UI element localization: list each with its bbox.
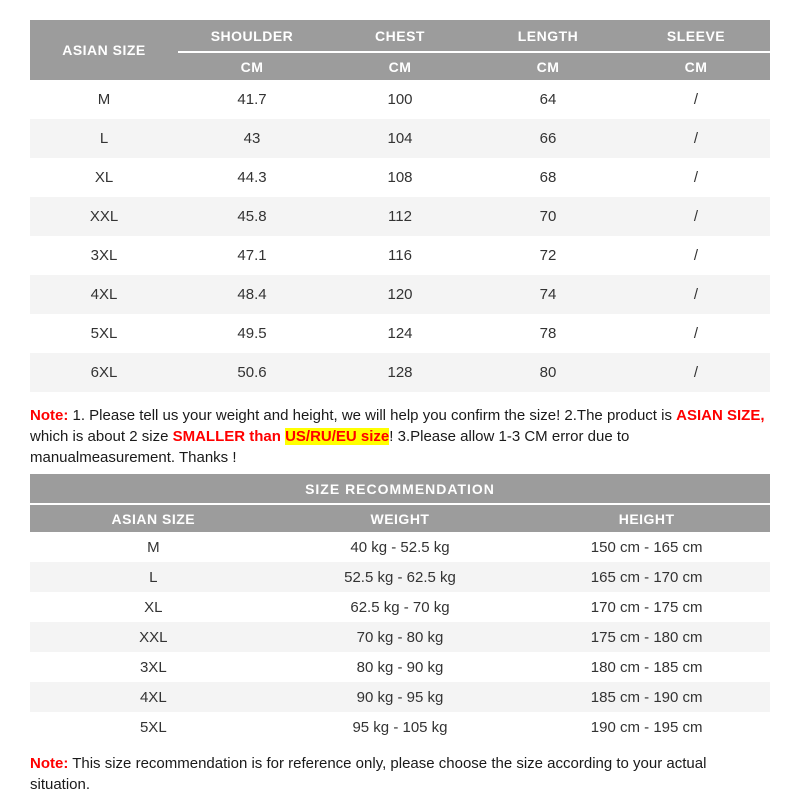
cell-shoulder: 41.7 xyxy=(237,91,267,108)
size-table-header-row-labels xyxy=(30,20,770,52)
size-recommendation-table xyxy=(30,474,770,742)
cell-size: 4XL xyxy=(139,688,167,706)
cell-length: 70 xyxy=(539,208,557,225)
cell-height: 175 cm - 180 cm xyxy=(590,628,703,646)
table-row xyxy=(30,353,770,392)
cell-shoulder: 43 xyxy=(243,130,261,147)
cell-size: XXL xyxy=(139,628,168,646)
note-disclaimer xyxy=(30,753,770,795)
column-header-sleeve: SLEEVE xyxy=(622,20,770,52)
cell-height: 165 cm - 170 cm xyxy=(590,568,703,586)
column-header-chest: CHEST xyxy=(326,20,474,52)
cell-size: 3XL xyxy=(90,247,118,264)
column-header-length: LENGTH xyxy=(474,20,622,52)
recommendation-title: SIZE RECOMMENDATION xyxy=(30,474,770,504)
cell-height: 190 cm - 195 cm xyxy=(590,718,703,736)
note-label: Note: xyxy=(30,755,69,772)
cell-weight: 95 kg - 105 kg xyxy=(352,718,448,736)
cell-sleeve: / xyxy=(693,364,699,381)
note-measurement xyxy=(30,405,770,468)
unit-header-length: CM xyxy=(474,52,622,80)
cell-length: 64 xyxy=(539,91,557,108)
size-table xyxy=(30,20,770,392)
cell-sleeve: / xyxy=(693,130,699,147)
table-row xyxy=(30,197,770,236)
cell-weight: 80 kg - 90 kg xyxy=(356,658,444,676)
table-row xyxy=(30,622,770,652)
cell-length: 74 xyxy=(539,286,557,303)
recommendation-columns-row xyxy=(30,504,770,532)
cell-length: 72 xyxy=(539,247,557,264)
table-row xyxy=(30,562,770,592)
cell-size: 3XL xyxy=(139,658,167,676)
note-text: This size recommendation is for reference only, please choose the size according to your actual situation. xyxy=(30,755,707,793)
cell-chest: 112 xyxy=(388,208,412,225)
cell-chest: 108 xyxy=(387,169,413,186)
table-row xyxy=(30,275,770,314)
size-table-body xyxy=(30,80,770,392)
cell-chest: 120 xyxy=(387,286,413,303)
cell-shoulder: 45.8 xyxy=(237,208,267,225)
cell-size: 4XL xyxy=(90,286,118,303)
cell-weight: 90 kg - 95 kg xyxy=(356,688,444,706)
table-row xyxy=(30,314,770,353)
column-header-height: HEIGHT xyxy=(523,504,770,532)
recommendation-body xyxy=(30,532,770,742)
cell-shoulder: 50.6 xyxy=(237,364,267,381)
column-header-shoulder: SHOULDER xyxy=(178,20,326,52)
table-row xyxy=(30,712,770,742)
note-text: ! 3.Please allow 1-3 CM error due to manualmeasurement. Thanks ! xyxy=(30,428,630,466)
cell-size: XXL xyxy=(89,208,119,225)
note-asian-size-accent: ASIAN SIZE, xyxy=(676,407,765,424)
table-row xyxy=(30,652,770,682)
recommendation-title-row xyxy=(30,474,770,504)
size-table-header xyxy=(30,20,770,80)
cell-weight: 40 kg - 52.5 kg xyxy=(350,538,450,556)
cell-chest: 128 xyxy=(387,364,413,381)
cell-chest: 104 xyxy=(387,130,413,147)
cell-shoulder: 49.5 xyxy=(237,325,267,342)
cell-height: 180 cm - 185 cm xyxy=(590,658,703,676)
column-header-asian-size: ASIAN SIZE xyxy=(30,20,178,80)
table-row xyxy=(30,532,770,562)
cell-size: XL xyxy=(144,598,163,616)
cell-sleeve: / xyxy=(693,247,699,264)
table-row xyxy=(30,119,770,158)
cell-chest: 100 xyxy=(387,91,413,108)
cell-chest: 116 xyxy=(388,247,412,264)
cell-height: 150 cm - 165 cm xyxy=(590,538,703,556)
cell-sleeve: / xyxy=(693,169,699,186)
table-row xyxy=(30,592,770,622)
cell-weight: 70 kg - 80 kg xyxy=(356,628,444,646)
note-text: 1. Please tell us your weight and height, we will help you confirm the size! 2.The product is xyxy=(68,407,677,424)
cell-length: 78 xyxy=(539,325,557,342)
cell-length: 68 xyxy=(539,169,557,186)
cell-size: XL xyxy=(94,169,114,186)
cell-size: 5XL xyxy=(139,718,167,736)
cell-size: L xyxy=(149,568,158,586)
table-row xyxy=(30,236,770,275)
note-smaller-accent: SMALLER than xyxy=(172,428,281,445)
cell-size: M xyxy=(97,91,111,108)
note-label: Note: xyxy=(30,407,69,424)
table-row xyxy=(30,682,770,712)
unit-header-sleeve: CM xyxy=(622,52,770,80)
table-row xyxy=(30,80,770,119)
cell-shoulder: 48.4 xyxy=(237,286,267,303)
cell-size: L xyxy=(99,130,109,147)
column-header-weight: WEIGHT xyxy=(277,504,524,532)
unit-header-shoulder: CM xyxy=(178,52,326,80)
cell-shoulder: 44.3 xyxy=(237,169,267,186)
cell-size: M xyxy=(147,538,160,556)
cell-sleeve: / xyxy=(693,91,699,108)
cell-sleeve: / xyxy=(693,325,699,342)
cell-height: 185 cm - 190 cm xyxy=(590,688,703,706)
table-row xyxy=(30,158,770,197)
cell-weight: 62.5 kg - 70 kg xyxy=(350,598,450,616)
note-region-highlight: US/RU/EU size xyxy=(285,428,390,445)
cell-length: 80 xyxy=(539,364,557,381)
cell-chest: 124 xyxy=(387,325,413,342)
cell-weight: 52.5 kg - 62.5 kg xyxy=(344,568,456,586)
cell-size: 5XL xyxy=(90,325,118,342)
cell-length: 66 xyxy=(539,130,557,147)
unit-header-chest: CM xyxy=(326,52,474,80)
recommendation-header xyxy=(30,474,770,532)
note-text: which is about 2 size xyxy=(30,428,173,445)
cell-size: 6XL xyxy=(90,364,118,381)
cell-height: 170 cm - 175 cm xyxy=(590,598,703,616)
column-header-asian-size: ASIAN SIZE xyxy=(30,504,277,532)
cell-shoulder: 47.1 xyxy=(237,247,267,264)
cell-sleeve: / xyxy=(693,208,699,225)
cell-sleeve: / xyxy=(693,286,699,303)
